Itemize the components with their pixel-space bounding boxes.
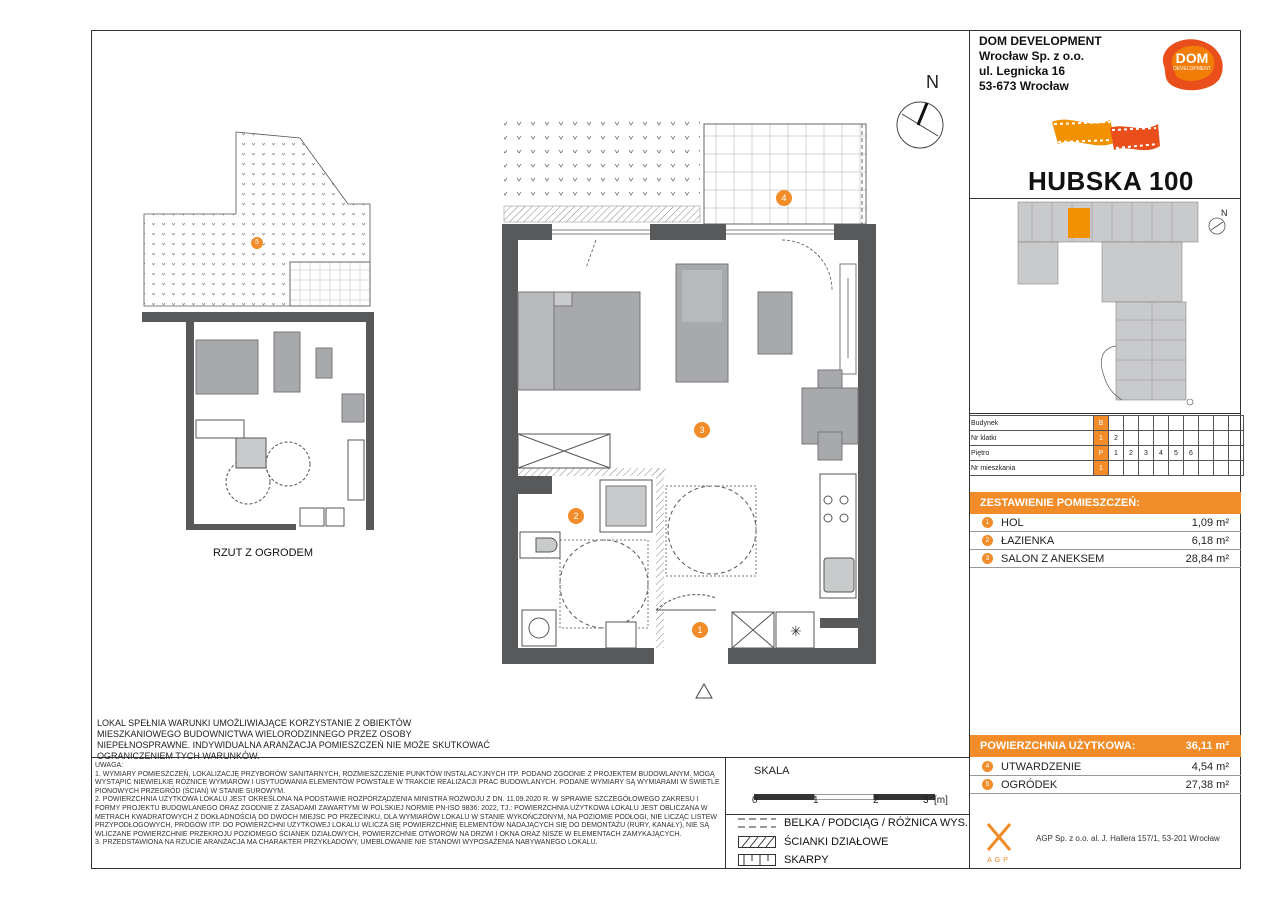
garden-marker-5: 5: [251, 237, 263, 249]
legend-divider: [725, 814, 969, 815]
room-number: 3: [982, 553, 993, 564]
info-value: 1: [1109, 446, 1124, 461]
compass-icon: [894, 98, 948, 152]
room-number: 1: [982, 517, 993, 528]
extra-row: [970, 776, 1241, 794]
entrance-marker: [694, 682, 714, 705]
dom-logo: [1154, 36, 1230, 94]
note-2: 2. POWIERZCHNIA UŻYTKOWA LOKALU JEST OKREŚLONA NA PODSTAWIE ROZPORZĄDZENIA MINISTRA ROZWOJU Z DN. 11.09.2020 R. W SPRAWIE SZCZEGÓŁOWEGO ZAKRESU I FORMY PROJEKTU BUDOWLANEGO ORAZ ZGODNIE Z ZASADAMI ZAWARTYMI W POLSKIEJ NORMIE PN-ISO 9836: 2022, TJ.: POWIERZCHNIA UŻYTKOWA LOKALU JEST OBLICZANA W METRACH KWADRATOWYCH Z DOKŁADNOŚCIĄ DO DWÓCH MIEJSC PO PRZECINKU, DLA WYMIARÓW LOKALU W STANIE WYKOŃCZONYM, NA POZIOMIE PODŁOGI, NIE LICZĄC LISTEW PRZYPODŁOGOWYCH, PROGÓW ITP. DO POWIERZCHNI UŻYTKOWEJ LOKALU WLICZA SIĘ POWIERZCHNIĘ ELEMENTÓW NADAJĄCYCH SIĘ DO DEMONTAŻU (RURY, KANAŁY), NIE SĄ WLICZANE POWIERZCHNIE PRZEKROJU POZIOMEGO ŚCIANEK DZIAŁOWYCH, POWIERZCHNIE OTWORÓW NA DRZWI I OKNA ORAZ NISZE W ELEMENTACH ZAMYKAJĄCYCH.: [95, 796, 718, 838]
compass: [894, 98, 948, 152]
legend-row-partition: [738, 836, 889, 848]
rooms-header: ZESTAWIENIE POMIESZCZEŃ:: [970, 492, 1241, 514]
company-name: DOM DEVELOPMENT: [979, 34, 1102, 48]
extras-list: [970, 758, 1241, 794]
floor-plan-drawing: [500, 118, 880, 670]
info-value: 1: [1094, 431, 1109, 446]
room-marker-3: 3: [694, 422, 710, 438]
note-3: 3. PRZEDSTAWIONA NA RZUCIE ARANŻACJA MA CHARAKTER PRZYKŁADOWY, UMEBLOWANIE NIE STANOWI WYPOSAŻENIA NABYWANEGO LOKALU.: [95, 839, 598, 847]
scale-tick-2: 2: [873, 795, 879, 806]
entrance-triangle-icon: [694, 682, 714, 700]
note-1: 1. WYMIARY POMIESZCZEŃ, LOKALIZACJĘ PRZYBORÓW SANITARNYCH, ROZMIESZCZENIE PUNKTÓW INSTALACYJNYCH ITP. PODANO ZGODNIE Z PROJEKTEM BUDOWLANYM. MOGĄ WYSTĄPIĆ NIEWIELKIE RÓŻNICE WYMIARÓW I USYTUOWANIA ELEMENTÓW POWSTAŁE W TRAKCIE REALIZACJI PRAC BUDOWLANYCH. PODANE WYMIARY SĄ WYMIARAMI W ŚWIETLE PIONOWYCH PRZEGRÓD (ŚCIAN) W STANIE SUROWYM.: [95, 770, 720, 795]
info-row-apartment: [969, 461, 1244, 476]
notes-heading: UWAGA:: [95, 762, 124, 769]
usable-area-bar: [970, 735, 1241, 757]
extra-area: 4,54 m²: [1191, 760, 1229, 773]
extra-name: OGRÓDEK: [1001, 778, 1058, 791]
garden-floor-plan: [140, 130, 380, 530]
info-row-building: [969, 416, 1244, 431]
info-value: 3: [1139, 446, 1154, 461]
room-marker-1: 1: [692, 622, 708, 638]
room-name: HOL: [1001, 516, 1024, 529]
info-row-staircase: [969, 431, 1244, 446]
info-value: 4: [1154, 446, 1169, 461]
title-divider: [969, 198, 1241, 199]
info-value: 6: [1184, 446, 1199, 461]
main-floor-plan: [500, 118, 880, 670]
legend-row-slope: [738, 854, 829, 866]
room-row: [970, 550, 1241, 568]
site-mini-plan: [1012, 200, 1202, 410]
info-value: 1: [1094, 461, 1109, 476]
room-number: 2: [982, 535, 993, 546]
room-area: 1,09 m²: [1191, 516, 1229, 529]
usable-area-label: POWIERZCHNIA UŻYTKOWA:: [980, 740, 1136, 752]
extra-number: 4: [982, 761, 993, 772]
hatched-box-icon: [738, 836, 776, 848]
logo-text: DOM: [1175, 50, 1209, 66]
scale-tick-0: 0: [752, 795, 758, 806]
agp-mark: AGP: [987, 857, 1011, 864]
info-label: Nr mieszkania: [969, 461, 1094, 476]
info-value: 2: [1124, 446, 1139, 461]
scale-bar: [754, 787, 936, 793]
company-block: [979, 34, 1102, 94]
small-compass-letter: N: [1221, 208, 1228, 218]
info-table: [969, 415, 1244, 476]
extra-number: 5: [982, 779, 993, 790]
notes-legend-divider: [725, 757, 726, 869]
film-strip-logo: [1050, 108, 1162, 165]
company-city: 53-673 Wrocław: [979, 79, 1069, 93]
scale-bar-icon: [754, 794, 936, 800]
legend-label: ŚCIANKI DZIAŁOWE: [784, 836, 889, 848]
room-name: SALON Z ANEKSEM: [1001, 552, 1105, 565]
dashed-lines-icon: [738, 817, 776, 829]
room-marker-2: 2: [568, 508, 584, 524]
legend-label: SKARPY: [784, 854, 829, 866]
rooms-list: [970, 514, 1241, 568]
garden-plan-drawing: [140, 130, 380, 530]
logo-subtext: DEVELOPMENT: [1173, 66, 1211, 72]
accessibility-note: LOKAL SPEŁNIA WARUNKI UMOŻLIWIAJĄCE KORZYSTANIE Z OBIEKTÓW MIESZKANIOWEGO BUDOWNICTWA WIELORODZINNEGO PRZEZ OSOBY NIEPEŁNOSPRAWNE. INDYWIDUALNA ARANŻACJA POMIESZCZEŃ NIE MOŻE SKUTKOWAĆ OGRANICZENIEM TYCH WARUNKÓW.: [97, 718, 490, 761]
info-value: P: [1094, 446, 1109, 461]
slope-box-icon: [738, 854, 776, 866]
info-value: B: [1094, 416, 1109, 431]
room-row: [970, 532, 1241, 550]
info-value: 5: [1169, 446, 1184, 461]
room-area: 28,84 m²: [1185, 552, 1229, 565]
extra-area: 27,38 m²: [1185, 778, 1229, 791]
scale-label: SKALA: [754, 765, 790, 777]
agp-address: AGP Sp. z o.o. al. J. Hallera 157/1, 53-201 Wrocław: [1036, 834, 1220, 843]
notes-block: [95, 762, 721, 848]
mini-plan-divider: [969, 413, 1241, 414]
extra-row: [970, 758, 1241, 776]
svg-text:✳: ✳: [790, 624, 802, 640]
company-street: ul. Legnicka 16: [979, 64, 1066, 78]
garden-plan-caption: RZUT Z OGRODEM: [213, 547, 314, 559]
legend-row-beam: [738, 817, 968, 829]
film-strip-icon: [1050, 108, 1162, 160]
legend-label: BELKA / PODCIĄG / RÓŻNICA WYS.: [784, 817, 968, 829]
project-title: HUBSKA 100: [1028, 166, 1194, 196]
info-label: Piętro: [969, 446, 1094, 461]
compass-letter: N: [926, 72, 939, 92]
scale-tick-1: 1: [813, 795, 819, 806]
scale-tick-3: 3: [923, 795, 929, 806]
company-entity: Wrocław Sp. z o.o.: [979, 49, 1085, 63]
room-area: 6,18 m²: [1191, 534, 1229, 547]
scale-unit: [m]: [934, 795, 948, 806]
info-row-floor: [969, 446, 1244, 461]
info-label: Nr klatki: [969, 431, 1094, 446]
info-value: 2: [1109, 431, 1124, 446]
site-plan-icon: [1012, 200, 1202, 410]
room-marker-4: 4: [776, 190, 792, 206]
agp-x-icon: [982, 822, 1016, 852]
usable-area-value: 36,11 m²: [1185, 740, 1229, 752]
room-name: ŁAZIENKA: [1001, 534, 1055, 547]
agp-logo: [982, 822, 1016, 862]
room-row: [970, 514, 1241, 532]
extra-name: UTWARDZENIE: [1001, 760, 1082, 773]
info-label: Budynek: [969, 416, 1094, 431]
